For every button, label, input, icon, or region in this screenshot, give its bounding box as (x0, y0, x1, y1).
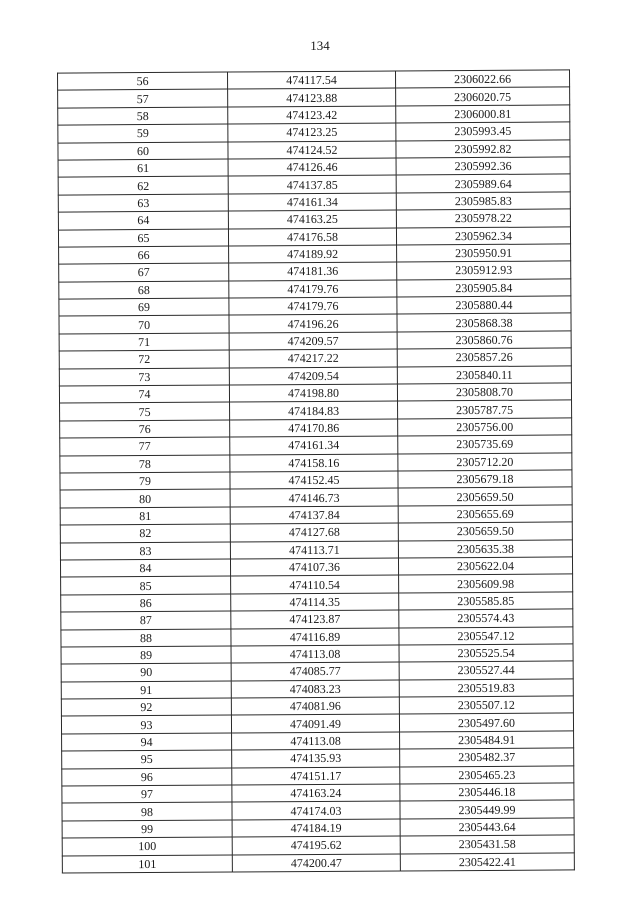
point-number-cell: 63 (58, 194, 228, 212)
x-coordinate-cell: 474161.34 (228, 193, 396, 211)
y-coordinate-cell: 2305808.70 (397, 383, 571, 401)
point-number-cell: 64 (58, 211, 228, 229)
x-coordinate-cell: 474195.62 (232, 836, 400, 854)
x-coordinate-cell: 474146.73 (230, 488, 398, 506)
point-number-cell: 71 (59, 333, 229, 351)
y-coordinate-cell: 2305860.76 (397, 331, 571, 349)
point-number-cell: 98 (62, 802, 232, 820)
y-coordinate-cell: 2305574.43 (399, 609, 573, 627)
y-coordinate-cell: 2305484.91 (400, 731, 574, 749)
point-number-cell: 87 (61, 611, 231, 629)
x-coordinate-cell: 474117.54 (228, 71, 396, 89)
point-number-cell: 95 (62, 750, 232, 768)
x-coordinate-cell: 474196.26 (229, 314, 397, 332)
x-coordinate-cell: 474137.85 (228, 175, 396, 193)
x-coordinate-cell: 474152.45 (230, 471, 398, 489)
x-coordinate-cell: 474198.80 (229, 384, 397, 402)
point-number-cell: 80 (60, 489, 230, 507)
y-coordinate-cell: 2305497.60 (399, 713, 573, 731)
coordinates-table-body (58, 70, 575, 873)
y-coordinate-cell: 2305449.99 (400, 800, 574, 818)
y-coordinate-cell: 2305857.26 (397, 348, 571, 366)
y-coordinate-cell: 2305912.93 (397, 261, 571, 279)
point-number-cell: 76 (60, 420, 230, 438)
point-number-cell: 57 (58, 89, 228, 107)
x-coordinate-cell: 474123.42 (228, 106, 396, 124)
point-number-cell: 83 (60, 542, 230, 560)
x-coordinate-cell: 474209.57 (229, 332, 397, 350)
point-number-cell: 96 (62, 768, 232, 786)
y-coordinate-cell: 2305465.23 (400, 766, 574, 784)
y-coordinate-cell: 2305519.83 (399, 679, 573, 697)
point-number-cell: 68 (59, 281, 229, 299)
point-number-cell: 59 (58, 124, 228, 142)
y-coordinate-cell: 2306022.66 (396, 70, 570, 88)
x-coordinate-cell: 474158.16 (230, 454, 398, 472)
point-number-cell: 91 (61, 681, 231, 699)
x-coordinate-cell: 474151.17 (232, 767, 400, 785)
y-coordinate-cell: 2305880.44 (397, 296, 571, 314)
y-coordinate-cell: 2305609.98 (399, 574, 573, 592)
y-coordinate-cell: 2305482.37 (400, 748, 574, 766)
point-number-cell: 66 (59, 246, 229, 264)
point-number-cell: 62 (58, 176, 228, 194)
point-number-cell: 78 (60, 455, 230, 473)
x-coordinate-cell: 474163.25 (228, 210, 396, 228)
x-coordinate-cell: 474116.89 (231, 627, 399, 645)
x-coordinate-cell: 474114.35 (231, 593, 399, 611)
y-coordinate-cell: 2305422.41 (400, 852, 574, 870)
y-coordinate-cell: 2305547.12 (399, 626, 573, 644)
y-coordinate-cell: 2305622.04 (398, 557, 572, 575)
point-number-cell: 79 (60, 472, 230, 490)
x-coordinate-cell: 474137.84 (230, 506, 398, 524)
point-number-cell: 85 (61, 576, 231, 594)
y-coordinate-cell: 2305585.85 (399, 592, 573, 610)
y-coordinate-cell: 2305735.69 (398, 435, 572, 453)
point-number-cell: 65 (58, 229, 228, 247)
x-coordinate-cell: 474135.93 (232, 749, 400, 767)
y-coordinate-cell: 2306000.81 (396, 105, 570, 123)
x-coordinate-cell: 474083.23 (231, 680, 399, 698)
point-number-cell: 101 (62, 855, 232, 873)
y-coordinate-cell: 2305756.00 (398, 418, 572, 436)
x-coordinate-cell: 474113.71 (230, 541, 398, 559)
x-coordinate-cell: 474123.25 (228, 123, 396, 141)
y-coordinate-cell: 2305993.45 (396, 122, 570, 140)
y-coordinate-cell: 2305507.12 (399, 696, 573, 714)
point-number-cell: 73 (59, 368, 229, 386)
y-coordinate-cell: 2305443.64 (400, 818, 574, 836)
point-number-cell: 86 (61, 594, 231, 612)
y-coordinate-cell: 2305712.20 (398, 453, 572, 471)
point-number-cell: 89 (61, 646, 231, 664)
point-number-cell: 72 (59, 350, 229, 368)
point-number-cell: 92 (61, 698, 231, 716)
point-number-cell: 88 (61, 629, 231, 647)
x-coordinate-cell: 474113.08 (231, 645, 399, 663)
point-number-cell: 99 (62, 820, 232, 838)
y-coordinate-cell: 2305992.36 (396, 157, 570, 175)
x-coordinate-cell: 474091.49 (231, 714, 399, 732)
y-coordinate-cell: 2305679.18 (398, 470, 572, 488)
point-number-cell: 58 (58, 107, 228, 125)
x-coordinate-cell: 474163.24 (232, 784, 400, 802)
point-number-cell: 69 (59, 298, 229, 316)
x-coordinate-cell: 474161.34 (230, 436, 398, 454)
y-coordinate-cell: 2305840.11 (397, 366, 571, 384)
point-number-cell: 77 (60, 437, 230, 455)
x-coordinate-cell: 474123.87 (231, 610, 399, 628)
point-number-cell: 74 (59, 385, 229, 403)
y-coordinate-cell: 2305868.38 (397, 313, 571, 331)
x-coordinate-cell: 474176.58 (228, 228, 396, 246)
y-coordinate-cell: 2305655.69 (398, 505, 572, 523)
y-coordinate-cell: 2305525.54 (399, 644, 573, 662)
point-number-cell: 84 (60, 559, 230, 577)
y-coordinate-cell: 2306020.75 (396, 87, 570, 105)
point-number-cell: 82 (60, 524, 230, 542)
y-coordinate-cell: 2305985.83 (396, 192, 570, 210)
y-coordinate-cell: 2305431.58 (400, 835, 574, 853)
y-coordinate-cell: 2305962.34 (396, 226, 570, 244)
point-number-cell: 70 (59, 315, 229, 333)
point-number-cell: 67 (59, 263, 229, 281)
y-coordinate-cell: 2305659.50 (398, 522, 572, 540)
x-coordinate-cell: 474209.54 (229, 367, 397, 385)
x-coordinate-cell: 474179.76 (229, 280, 397, 298)
y-coordinate-cell: 2305659.50 (398, 487, 572, 505)
x-coordinate-cell: 474107.36 (230, 558, 398, 576)
x-coordinate-cell: 474126.46 (228, 158, 396, 176)
point-number-cell: 94 (62, 733, 232, 751)
point-number-cell: 56 (58, 72, 228, 90)
point-number-cell: 100 (62, 837, 232, 855)
point-number-cell: 93 (61, 715, 231, 733)
x-coordinate-cell: 474113.08 (232, 732, 400, 750)
y-coordinate-cell: 2305787.75 (398, 400, 572, 418)
y-coordinate-cell: 2305446.18 (400, 783, 574, 801)
y-coordinate-cell: 2305989.64 (396, 174, 570, 192)
x-coordinate-cell: 474081.96 (231, 697, 399, 715)
table-row (62, 852, 574, 873)
point-number-cell: 81 (60, 507, 230, 525)
x-coordinate-cell: 474127.68 (230, 523, 398, 541)
x-coordinate-cell: 474217.22 (229, 349, 397, 367)
x-coordinate-cell: 474189.92 (229, 245, 397, 263)
y-coordinate-cell: 2305527.44 (399, 661, 573, 679)
y-coordinate-cell: 2305992.82 (396, 139, 570, 157)
x-coordinate-cell: 474124.52 (228, 141, 396, 159)
x-coordinate-cell: 474184.83 (230, 401, 398, 419)
x-coordinate-cell: 474184.19 (232, 819, 400, 837)
x-coordinate-cell: 474085.77 (231, 662, 399, 680)
y-coordinate-cell: 2305905.84 (397, 279, 571, 297)
x-coordinate-cell: 474200.47 (232, 854, 400, 872)
point-number-cell: 75 (60, 402, 230, 420)
point-number-cell: 61 (58, 159, 228, 177)
page-number: 134 (310, 38, 330, 53)
x-coordinate-cell: 474123.88 (228, 88, 396, 106)
x-coordinate-cell: 474174.03 (232, 801, 400, 819)
point-number-cell: 60 (58, 142, 228, 160)
point-number-cell: 90 (61, 663, 231, 681)
coordinates-table (57, 69, 575, 873)
x-coordinate-cell: 474179.76 (229, 297, 397, 315)
x-coordinate-cell: 474170.86 (230, 419, 398, 437)
y-coordinate-cell: 2305635.38 (398, 539, 572, 557)
point-number-cell: 97 (62, 785, 232, 803)
x-coordinate-cell: 474110.54 (231, 575, 399, 593)
x-coordinate-cell: 474181.36 (229, 262, 397, 280)
y-coordinate-cell: 2305950.91 (397, 244, 571, 262)
y-coordinate-cell: 2305978.22 (396, 209, 570, 227)
